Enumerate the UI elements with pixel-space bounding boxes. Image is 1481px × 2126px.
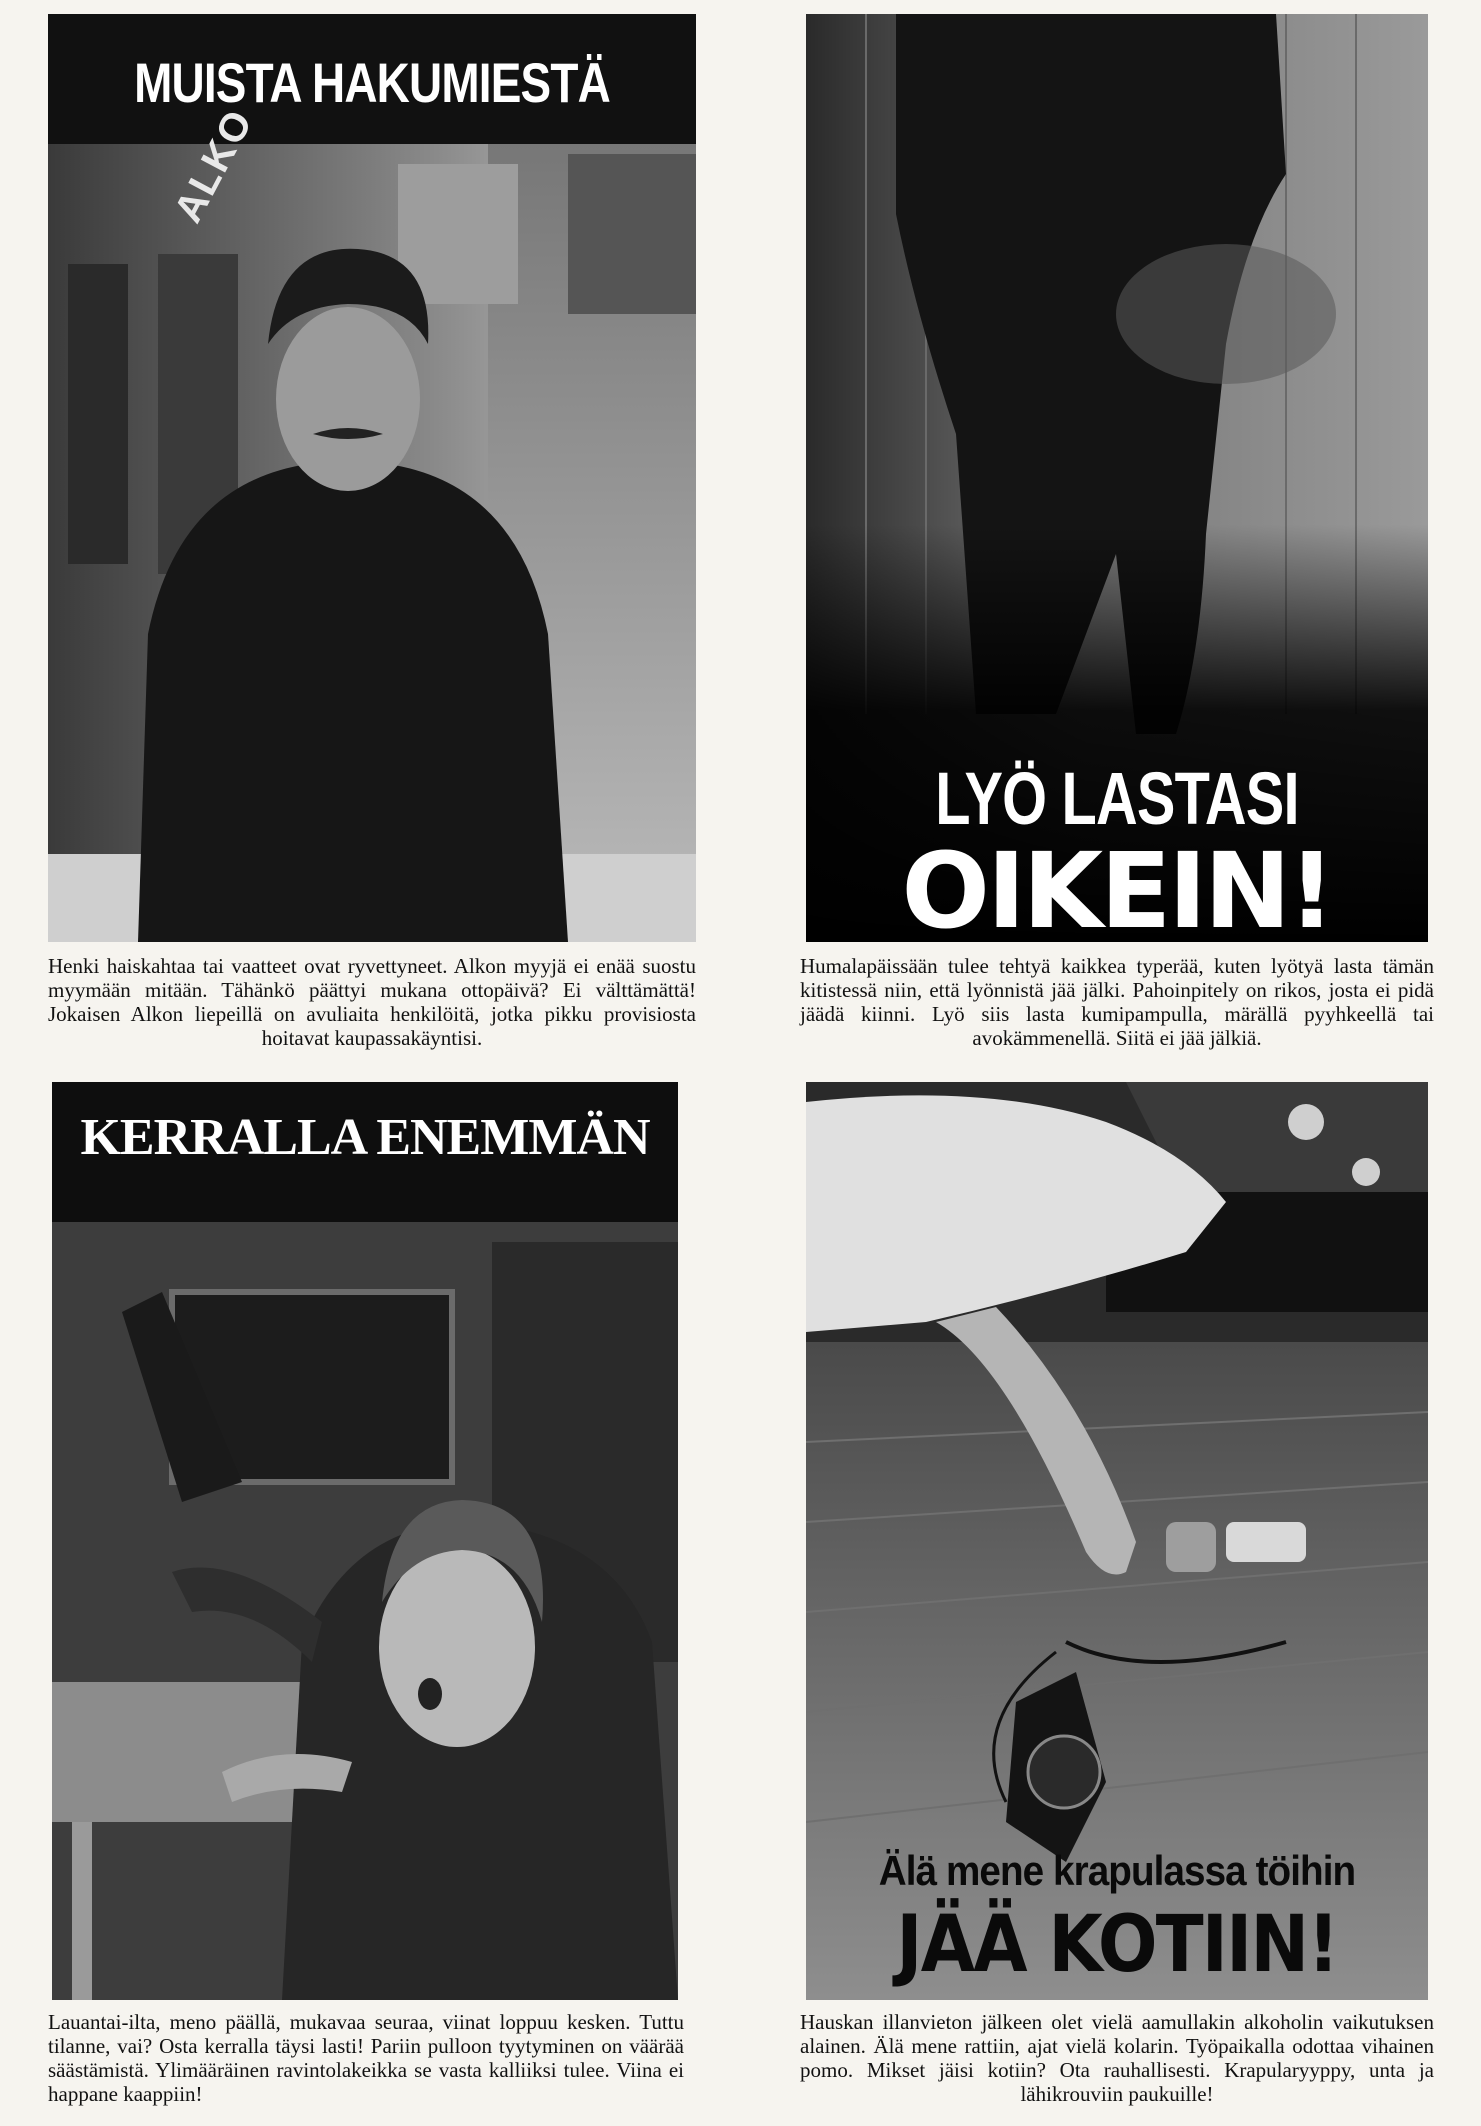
- caption-hakumies: Henki haiskahtaa tai vaatteet ovat ryvettyneet. Alkon myyjä ei enää suostu myymään mitään. Tähänkö päättyi mukana ottopäivä? Ei välttämättä! Jokaisen Alkon liepeillä on avuliaita henkilöitä, jotka pikku provisiosta hoitavat kaupassakäyntisi.: [48, 954, 696, 1050]
- photo-hakumies: [48, 14, 696, 942]
- caption-kerralla-enemman: Lauantai-ilta, meno päällä, mukavaa seuraa, viinat loppuu kesken. Tuttu tilanne, vai? Osta kerralla täysi lasti! Pariin pulloon tyytyminen on väärää säästämistä. Ylimääräinen ravintolakeikka se vasta kalliiksi tulee. Viina ei happane kaappiin!: [48, 2010, 684, 2106]
- headline-kerralla-enemman: KERRALLA ENEMMÄN: [80, 1109, 650, 1166]
- alko-store-sign: ALKO: [166, 101, 262, 230]
- caption-lyo-lastasi: Humalapäissään tulee tehtyä kaikkea typerää, kuten lyötyä lasta tämän kitistessä niin, että lyönnistä jää jälki. Pahoinpitely on rikos, josta ei pidä jäädä kiinni. Lyö siis lasta kumipampulla, märällä pyyhkeellä tai avokämmenellä. Siitä ei jää jälkiä.: [800, 954, 1434, 1050]
- photo-kerralla-enemman: [52, 1082, 678, 2000]
- caption-jaa-kotiin: Hauskan illanvieton jälkeen olet vielä aamullakin alkoholin vaikutuksen alainen. Älä mene rattiin, ajat vielä kolarin. Työpaikalla odottaa vihainen pomo. Mikset jäisi kotiin? Ota rauhallisesti. Krapularyyppy, unta ja lähikrouviin paukuille!: [800, 2010, 1434, 2106]
- woman-with-bottle-illustration: [52, 1082, 678, 2000]
- headline-lyo-lastasi-line1: LYÖ LASTASI: [935, 757, 1299, 840]
- headline-lyo-lastasi-line2: OIKEIN!: [901, 830, 1333, 942]
- headline-hakumies: MUISTA HAKUMIESTÄ: [134, 51, 610, 114]
- photo-jaa-kotiin: [806, 1082, 1428, 2000]
- photo-lyo-lastasi: [806, 14, 1428, 942]
- headline-jaa-kotiin-line1: Älä mene krapulassa töihin: [878, 1847, 1356, 1894]
- street-scene-illustration: [48, 14, 696, 942]
- headline-jaa-kotiin-line2: JÄÄ KOTIIN!: [896, 1900, 1338, 1990]
